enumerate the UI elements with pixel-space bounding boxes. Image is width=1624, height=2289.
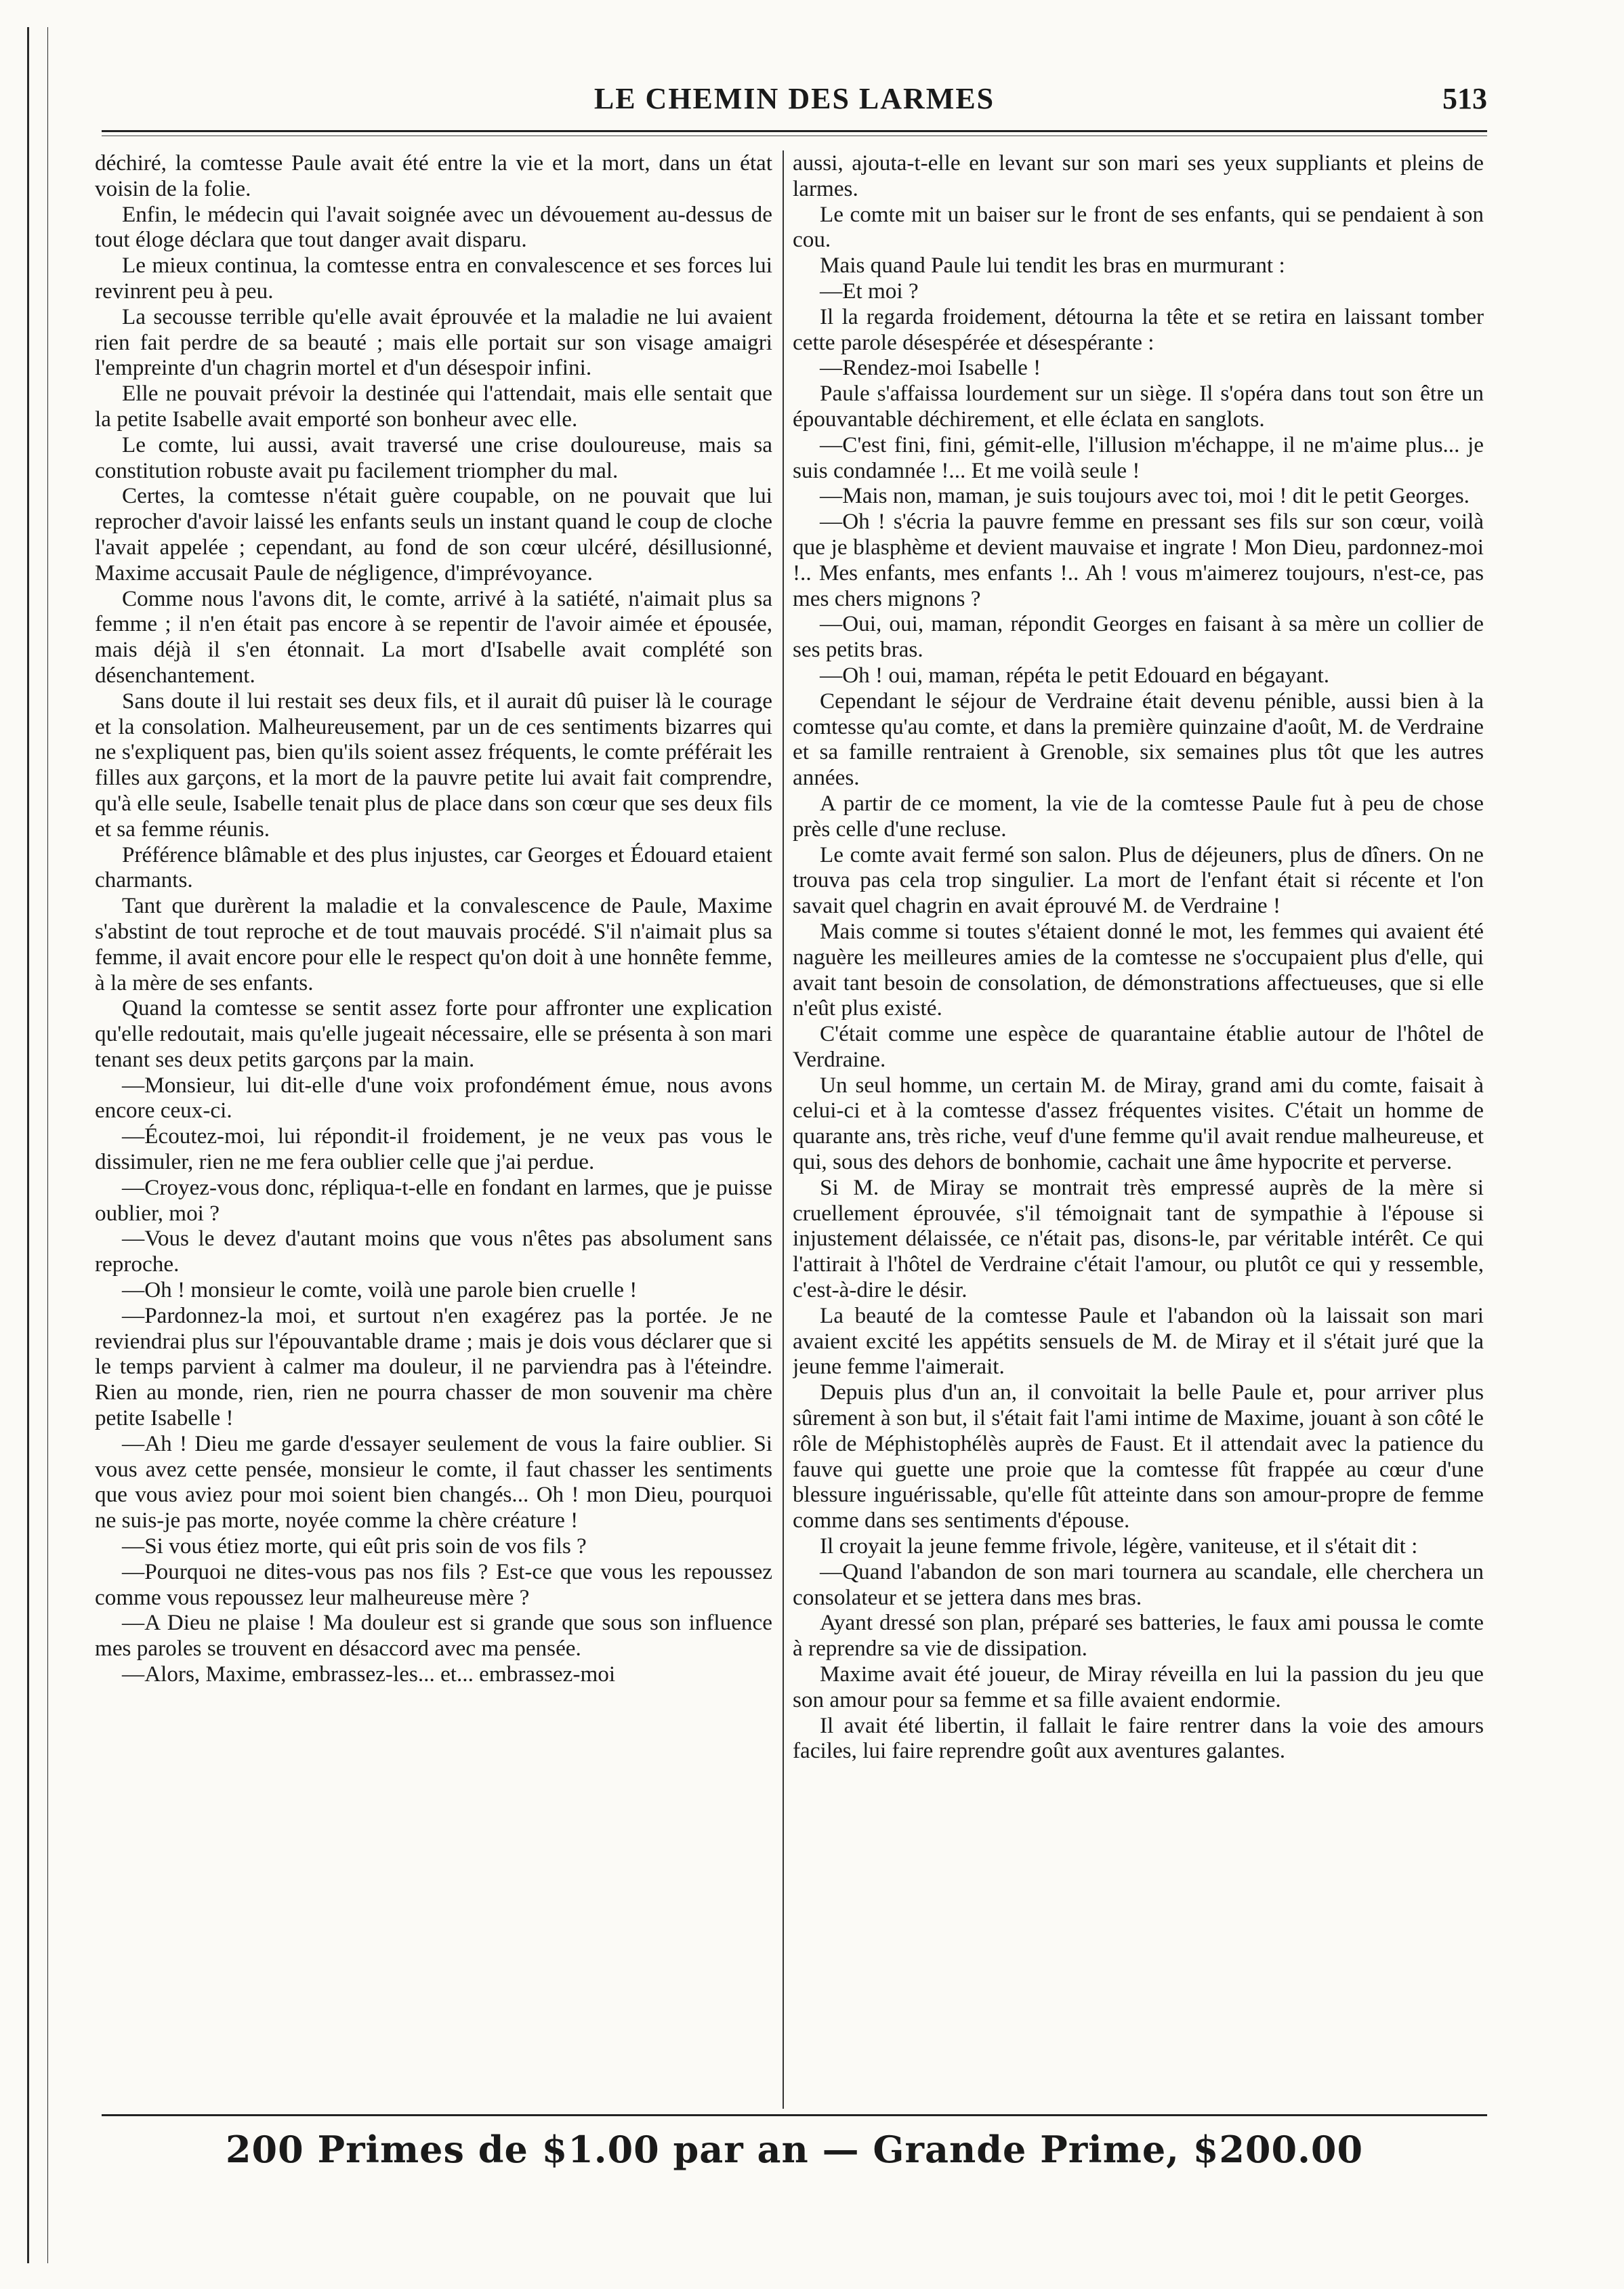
paragraph: —Monsieur, lui dit-elle d'une voix profondément émue, nous avons encore ceux-ci.	[95, 1072, 772, 1123]
paragraph: —Oh ! oui, maman, répéta le petit Edouard en bégayant.	[820, 662, 1329, 688]
column-divider	[783, 150, 784, 2109]
paragraph: La beauté de la comtesse Paule et l'abandon où la laissait son mari avaient excité les appétits sensuels de M. de Miray et il s'était juré que la jeune femme l'aimerait.	[793, 1302, 1484, 1380]
paragraph: aussi, ajouta-t-elle en levant sur son mari ses yeux suppliants et pleins de larmes.	[793, 150, 1484, 201]
paragraph: Le mieux continua, la comtesse entra en convalescence et ses forces lui revinrent peu à peu.	[95, 253, 772, 304]
paragraph: Certes, la comtesse n'était guère coupable, on ne pouvait que lui reprocher d'avoir laissé les enfants seuls un instant quand le coup de cloche l'avait appelée ; cependant, au fond de son cœur ulcéré, désillusionné, Maxime accusait Paule de négligence, d'imprévoyance.	[95, 483, 772, 585]
paragraph: —Oh ! monsieur le comte, voilà une parole bien cruelle !	[122, 1277, 638, 1303]
paragraph: —Quand l'abandon de son mari tournera au scandale, elle cherchera un consolateur et se jettera dans mes bras.	[793, 1559, 1484, 1610]
page-binding-edge	[20, 27, 75, 2263]
footer-banner: 200 Primes de $1.00 par an — Grande Prime, $200.00	[225, 2128, 1364, 2171]
paragraph: —Pardonnez-la moi, et surtout n'en exagérez pas la portée. Je ne reviendrai plus sur l'épouvantable drame ; mais je dois vous déclarer que si le temps parvient à calmer ma douleur, il ne parviendra pas à l'éteindre. Rien au monde, rien, rien ne pourra chasser de mon souvenir ma chère petite Isabelle !	[95, 1302, 772, 1431]
paragraph: Si M. de Miray se montrait très empressé auprès de la mère si cruellement éprouvée, s'il témoignait tant de sympathie à l'épouse si injustement délaissée, ce n'était pas, disons-le, par véritable intérêt. Ce qui l'attirait à l'hôtel de Verdraine c'était l'amour, ou plutôt ce qui y ressemble, c'est-à-dire le désir.	[793, 1174, 1484, 1303]
page-number: 513	[1442, 82, 1487, 115]
paragraph: Quand la comtesse se sentit assez forte pour affronter une explication qu'elle redoutait, mais qu'elle jugeait nécessaire, elle se présenta à son mari tenant ses deux petits garçons par la main.	[95, 995, 772, 1072]
paragraph: —Ah ! Dieu me garde d'essayer seulement de vous la faire oublier. Si vous avez cette pensée, monsieur le comte, il faut chasser les sentiments que vous aviez pour moi soient bien changés... Oh ! mon Dieu, pourquoi ne suis-je pas morte, noyée comme la chère créature !	[95, 1430, 772, 1533]
paragraph: Comme nous l'avons dit, le comte, arrivé à la satiété, n'aimait plus sa femme ; il n'en était pas encore à se repentir de l'avoir aimée et épousée, mais déjà il s'en étonnait. La mort d'Isabelle avait complété son désenchantement.	[95, 585, 772, 688]
paragraph: —Oui, oui, maman, répondit Georges en faisant à sa mère un collier de ses petits bras.	[793, 611, 1484, 663]
paragraph: Elle ne pouvait prévoir la destinée qui l'attendait, mais elle sentait que la petite Isabelle avait emporté son bonheur avec elle.	[95, 381, 772, 432]
paragraph: A partir de ce moment, la vie de la comtesse Paule fut à peu de chose près celle d'une recluse.	[793, 790, 1484, 842]
left-column	[95, 150, 772, 2116]
page-header	[102, 81, 1487, 129]
paragraph: —Vous le devez d'autant moins que vous n'êtes pas absolument sans reproche.	[95, 1226, 772, 1277]
paragraph: Tant que durèrent la maladie et la convalescence de Paule, Maxime s'abstint de tout reproche et de tout mauvais procédé. S'il n'aimait plus sa femme, il avait encore pour elle le respect qu'on doit à une honnête femme, à la mère de ses enfants.	[95, 893, 772, 995]
paragraph: —Alors, Maxime, embrassez-les... et... embrassez-moi	[122, 1662, 616, 1687]
paragraph: —Croyez-vous donc, répliqua-t-elle en fondant en larmes, que je puisse oublier, moi ?	[95, 1174, 772, 1226]
paragraph: —A Dieu ne plaise ! Ma douleur est si grande que sous son influence mes paroles se trouvent en désaccord avec ma pensée.	[95, 1610, 772, 1662]
paragraph: Le comte mit un baiser sur le front de ses enfants, qui se pendaient à son cou.	[793, 201, 1484, 253]
paragraph: Enfin, le médecin qui l'avait soignée avec un dévouement au-dessus de tout éloge déclara que tout danger avait disparu.	[95, 201, 772, 253]
paragraph: Depuis plus d'un an, il convoitait la belle Paule et, pour arriver plus sûrement à son but, il s'était fait l'ami intime de Maxime, jouant à son côté le rôle de Méphistophélès auprès de Faust. Et il attendait avec la patience du fauve qui guette une proie que la comtesse fût frappée au cœur d'une blessure inguérissable, qu'elle fût atteinte dans son amour-propre de femme comme dans ses sentiments d'épouse.	[793, 1380, 1484, 1533]
paragraph: La secousse terrible qu'elle avait éprouvée et la maladie ne lui avaient rien fait perdre de sa beauté ; mais elle portait sur son visage amaigri l'empreinte d'un chagrin mortel et d'un désespoir infini.	[95, 304, 772, 381]
paragraph: Un seul homme, un certain M. de Miray, grand ami du comte, faisait à celui-ci et à la comtesse d'assez fréquentes visites. C'était un homme de quarante ans, très riche, veuf d'une femme qu'il avait rendue malheureuse, et qui, sous des dehors de bonhomie, cachait une âme hypocrite et perverse.	[793, 1072, 1484, 1175]
paragraph: —Écoutez-moi, lui répondit-il froidement, je ne veux pas vous le dissimuler, rien ne me fera oublier celle que j'ai perdue.	[95, 1123, 772, 1175]
binding-line	[27, 27, 29, 2263]
paragraph: —Pourquoi ne dites-vous pas nos fils ? Est-ce que vous les repoussez comme vous repoussez leur malheureuse mère ?	[95, 1559, 772, 1610]
paragraph: déchiré, la comtesse Paule avait été entre la vie et la mort, dans un état voisin de la folie.	[95, 150, 772, 201]
paragraph: —Et moi ?	[820, 278, 919, 304]
paragraph: Sans doute il lui restait ses deux fils, et il aurait dû puiser là le courage et la consolation. Malheureusement, par un de ces sentiments bizarres qui ne s'expliquent pas, bien qu'ils soient assez fréquents, le comte préférait les filles aux garçons, et la mort de la pauvre petite lui avait fait comprendre, qu'à elle seule, Isabelle tenait plus de place dans son cœur que ses deux fils et sa femme réunis.	[95, 688, 772, 842]
paragraph: Paule s'affaissa lourdement sur un siège. Il s'opéra dans tout son être un épouvantable déchirement, et elle éclata en sanglots.	[793, 381, 1484, 432]
footer-rule	[102, 2114, 1487, 2116]
paragraph: Mais quand Paule lui tendit les bras en murmurant :	[820, 253, 1285, 279]
paragraph: —Si vous étiez morte, qui eût pris soin de vos fils ?	[122, 1533, 587, 1559]
paragraph: Cependant le séjour de Verdraine était devenu pénible, aussi bien à la comtesse qu'au comte, et dans la première quinzaine d'août, M. de Verdraine et sa famille rentraient à Grenoble, six semaines plus tôt que les autres années.	[793, 688, 1484, 791]
paragraph: Le comte, lui aussi, avait traversé une crise douloureuse, mais sa constitution robuste avait pu facilement triompher du mal.	[95, 432, 772, 483]
header-rule	[102, 130, 1487, 132]
running-title: LE CHEMIN DES LARMES	[594, 82, 995, 115]
paragraph: —Oh ! s'écria la pauvre femme en pressant ses fils sur son cœur, voilà que je blasphème et devient mauvaise et ingrate ! Mon Dieu, pardonnez-moi !.. Mes enfants, mes enfants !.. Ah ! vous m'aimerez toujours, n'est-ce, pas mes chers mignons ?	[793, 509, 1484, 611]
paragraph: Préférence blâmable et des plus injustes, car Georges et Édouard etaient charmants.	[95, 842, 772, 893]
right-column	[793, 150, 1484, 2116]
paragraph: Ayant dressé son plan, préparé ses batteries, le faux ami poussa le comte à reprendre sa vie de dissipation.	[793, 1610, 1484, 1662]
paragraph: C'était comme une espèce de quarantaine établie autour de l'hôtel de Verdraine.	[793, 1021, 1484, 1072]
paragraph: Le comte avait fermé son salon. Plus de déjeuners, plus de dîners. On ne trouva pas cela trop singulier. La mort de l'enfant était si récente et l'on savait quel chagrin en avait éprouvé M. de Verdraine !	[793, 842, 1484, 919]
paragraph: Il avait été libertin, il fallait le faire rentrer dans la voie des amours faciles, lui faire reprendre goût aux aventures galantes.	[793, 1712, 1484, 1764]
paragraph: Il croyait la jeune femme frivole, légère, vaniteuse, et il s'était dit :	[820, 1533, 1418, 1559]
paragraph: Mais comme si toutes s'étaient donné le mot, les femmes qui avaient été naguère les meilleures amies de la comtesse ne s'occupaient plus d'elle, qui avait tant besoin de consolation, de démonstrations affectueuses, que si elle n'eût plus existé.	[793, 918, 1484, 1021]
paragraph: Maxime avait été joueur, de Miray réveilla en lui la passion du jeu que son amour pour sa femme et sa fille avaient endormie.	[793, 1662, 1484, 1712]
paragraph: Il la regarda froidement, détourna la tête et se retira en laissant tomber cette parole désespérée et désespérante :	[793, 304, 1484, 355]
paragraph: —Rendez-moi Isabelle !	[820, 355, 1041, 381]
paragraph: —C'est fini, fini, gémit-elle, l'illusion m'échappe, il ne m'aime plus... je suis condamnée !... Et me voilà seule !	[793, 432, 1484, 483]
paragraph: —Mais non, maman, je suis toujours avec toi, moi ! dit le petit Georges.	[820, 483, 1470, 509]
binding-line	[47, 27, 48, 2263]
